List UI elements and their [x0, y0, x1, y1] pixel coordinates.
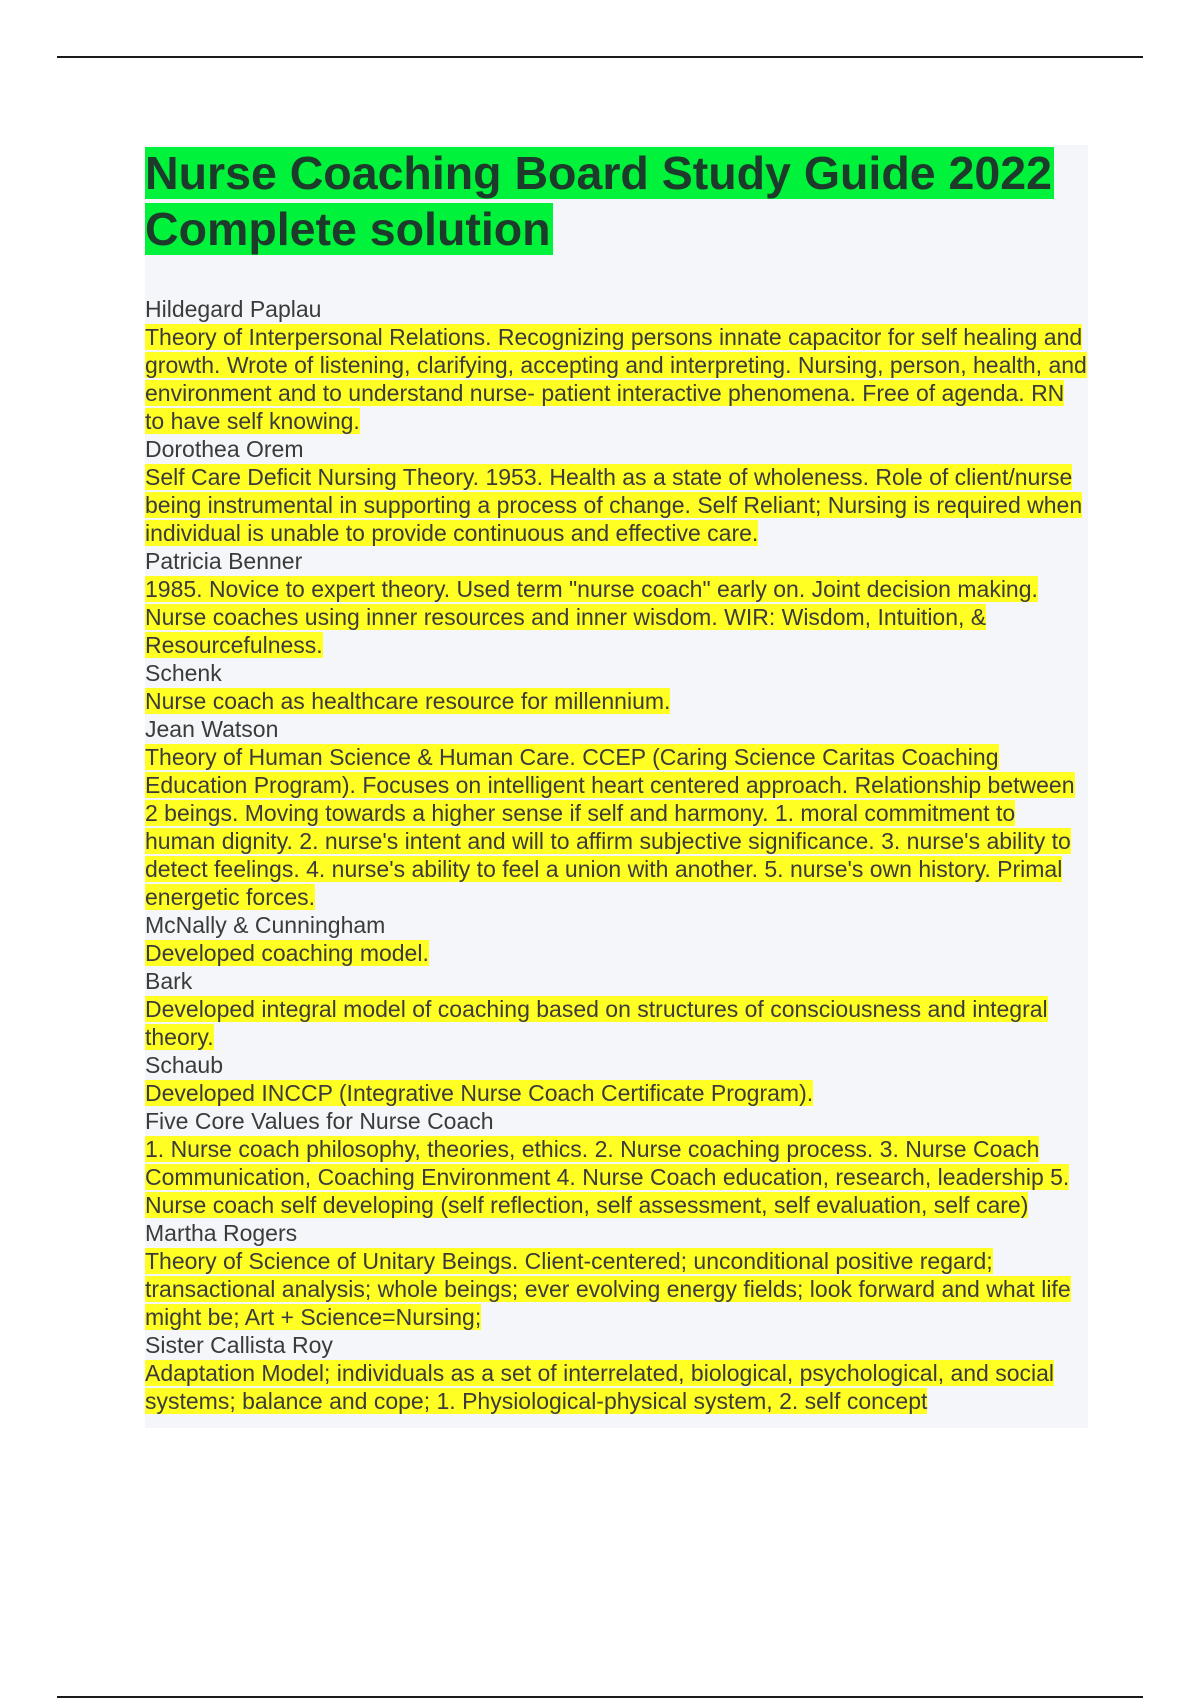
- entry-definition: 1. Nurse coach philosophy, theories, ethics. 2. Nurse coaching process. 3. Nurse Coach Communication, Coaching Environment 4. Nurse Coach education, research, leadership 5. Nurse coach self developing (self reflection, self assessment, self evaluation, self care): [145, 1136, 1070, 1218]
- entry-definition: Developed integral model of coaching based on structures of consciousness and integral theory.: [145, 996, 1048, 1050]
- page-title: [145, 145, 1088, 257]
- study-guide-content: [145, 145, 1088, 1428]
- entry: [145, 967, 1088, 1051]
- entry-term: Hildegard Paplau: [145, 296, 322, 322]
- entry: [145, 1107, 1088, 1219]
- entry-definition: Theory of Science of Unitary Beings. Client-centered; unconditional positive regard; transactional analysis; whole beings; ever evolving energy fields; look forward and what life might be; Art + Science=Nursing;: [145, 1248, 1071, 1330]
- entry-definition: Nurse coach as healthcare resource for millennium.: [145, 688, 671, 714]
- entry-term: Sister Callista Roy: [145, 1332, 333, 1358]
- entry-list: [145, 295, 1088, 1415]
- entry: [145, 435, 1088, 547]
- entry: [145, 659, 1088, 715]
- entry: [145, 911, 1088, 967]
- entry: [145, 1331, 1088, 1415]
- entry-term: Jean Watson: [145, 716, 279, 742]
- entry-term: McNally & Cunningham: [145, 912, 386, 938]
- entry: [145, 715, 1088, 911]
- entry-definition: Developed coaching model.: [145, 940, 429, 966]
- entry: [145, 1051, 1088, 1107]
- page-title-text: Nurse Coaching Board Study Guide 2022 Complete solution: [145, 147, 1052, 255]
- entry: [145, 1219, 1088, 1331]
- entry: [145, 547, 1088, 659]
- entry-definition: 1985. Novice to expert theory. Used term "nurse coach" early on. Joint decision making. Nurse coaches using inner resources and inner wisdom. WIR: Wisdom, Intuition, & Resourcefulness.: [145, 576, 1038, 658]
- entry-term: Patricia Benner: [145, 548, 303, 574]
- entry-definition: Developed INCCP (Integrative Nurse Coach Certificate Program).: [145, 1080, 814, 1106]
- entry-definition: Theory of Human Science & Human Care. CCEP (Caring Science Caritas Coaching Education Program). Focuses on intelligent heart centered approach. Relationship between 2 beings. Moving towards a higher sense if self and harmony. 1. moral commitment to human dignity. 2. nurse's intent and will to affirm subjective significance. 3. nurse's ability to detect feelings. 4. nurse's ability to feel a union with another. 5. nurse's own history. Primal energetic forces.: [145, 744, 1075, 910]
- entry-term: Dorothea Orem: [145, 436, 304, 462]
- top-rule: [57, 56, 1143, 58]
- entry-term: Bark: [145, 968, 193, 994]
- entry-term: Martha Rogers: [145, 1220, 298, 1246]
- entry-term: Schaub: [145, 1052, 224, 1078]
- bottom-rule: [57, 1696, 1143, 1698]
- entry: [145, 295, 1088, 435]
- entry-definition: Adaptation Model; individuals as a set of interrelated, biological, psychological, and social systems; balance and cope; 1. Physiological-physical system, 2. self concept: [145, 1360, 1055, 1414]
- entry-term: Schenk: [145, 660, 222, 686]
- entry-definition: Theory of Interpersonal Relations. Recognizing persons innate capacitor for self healing and growth. Wrote of listening, clarifying, accepting and interpreting. Nursing, person, health, and environment and to understand nurse- patient interactive phenomena. Free of agenda. RN to have self knowing.: [145, 324, 1087, 434]
- entry-term: Five Core Values for Nurse Coach: [145, 1108, 494, 1134]
- entry-definition: Self Care Deficit Nursing Theory. 1953. Health as a state of wholeness. Role of client/nurse being instrumental in supporting a process of change. Self Reliant; Nursing is required when individual is unable to provide continuous and effective care.: [145, 464, 1083, 546]
